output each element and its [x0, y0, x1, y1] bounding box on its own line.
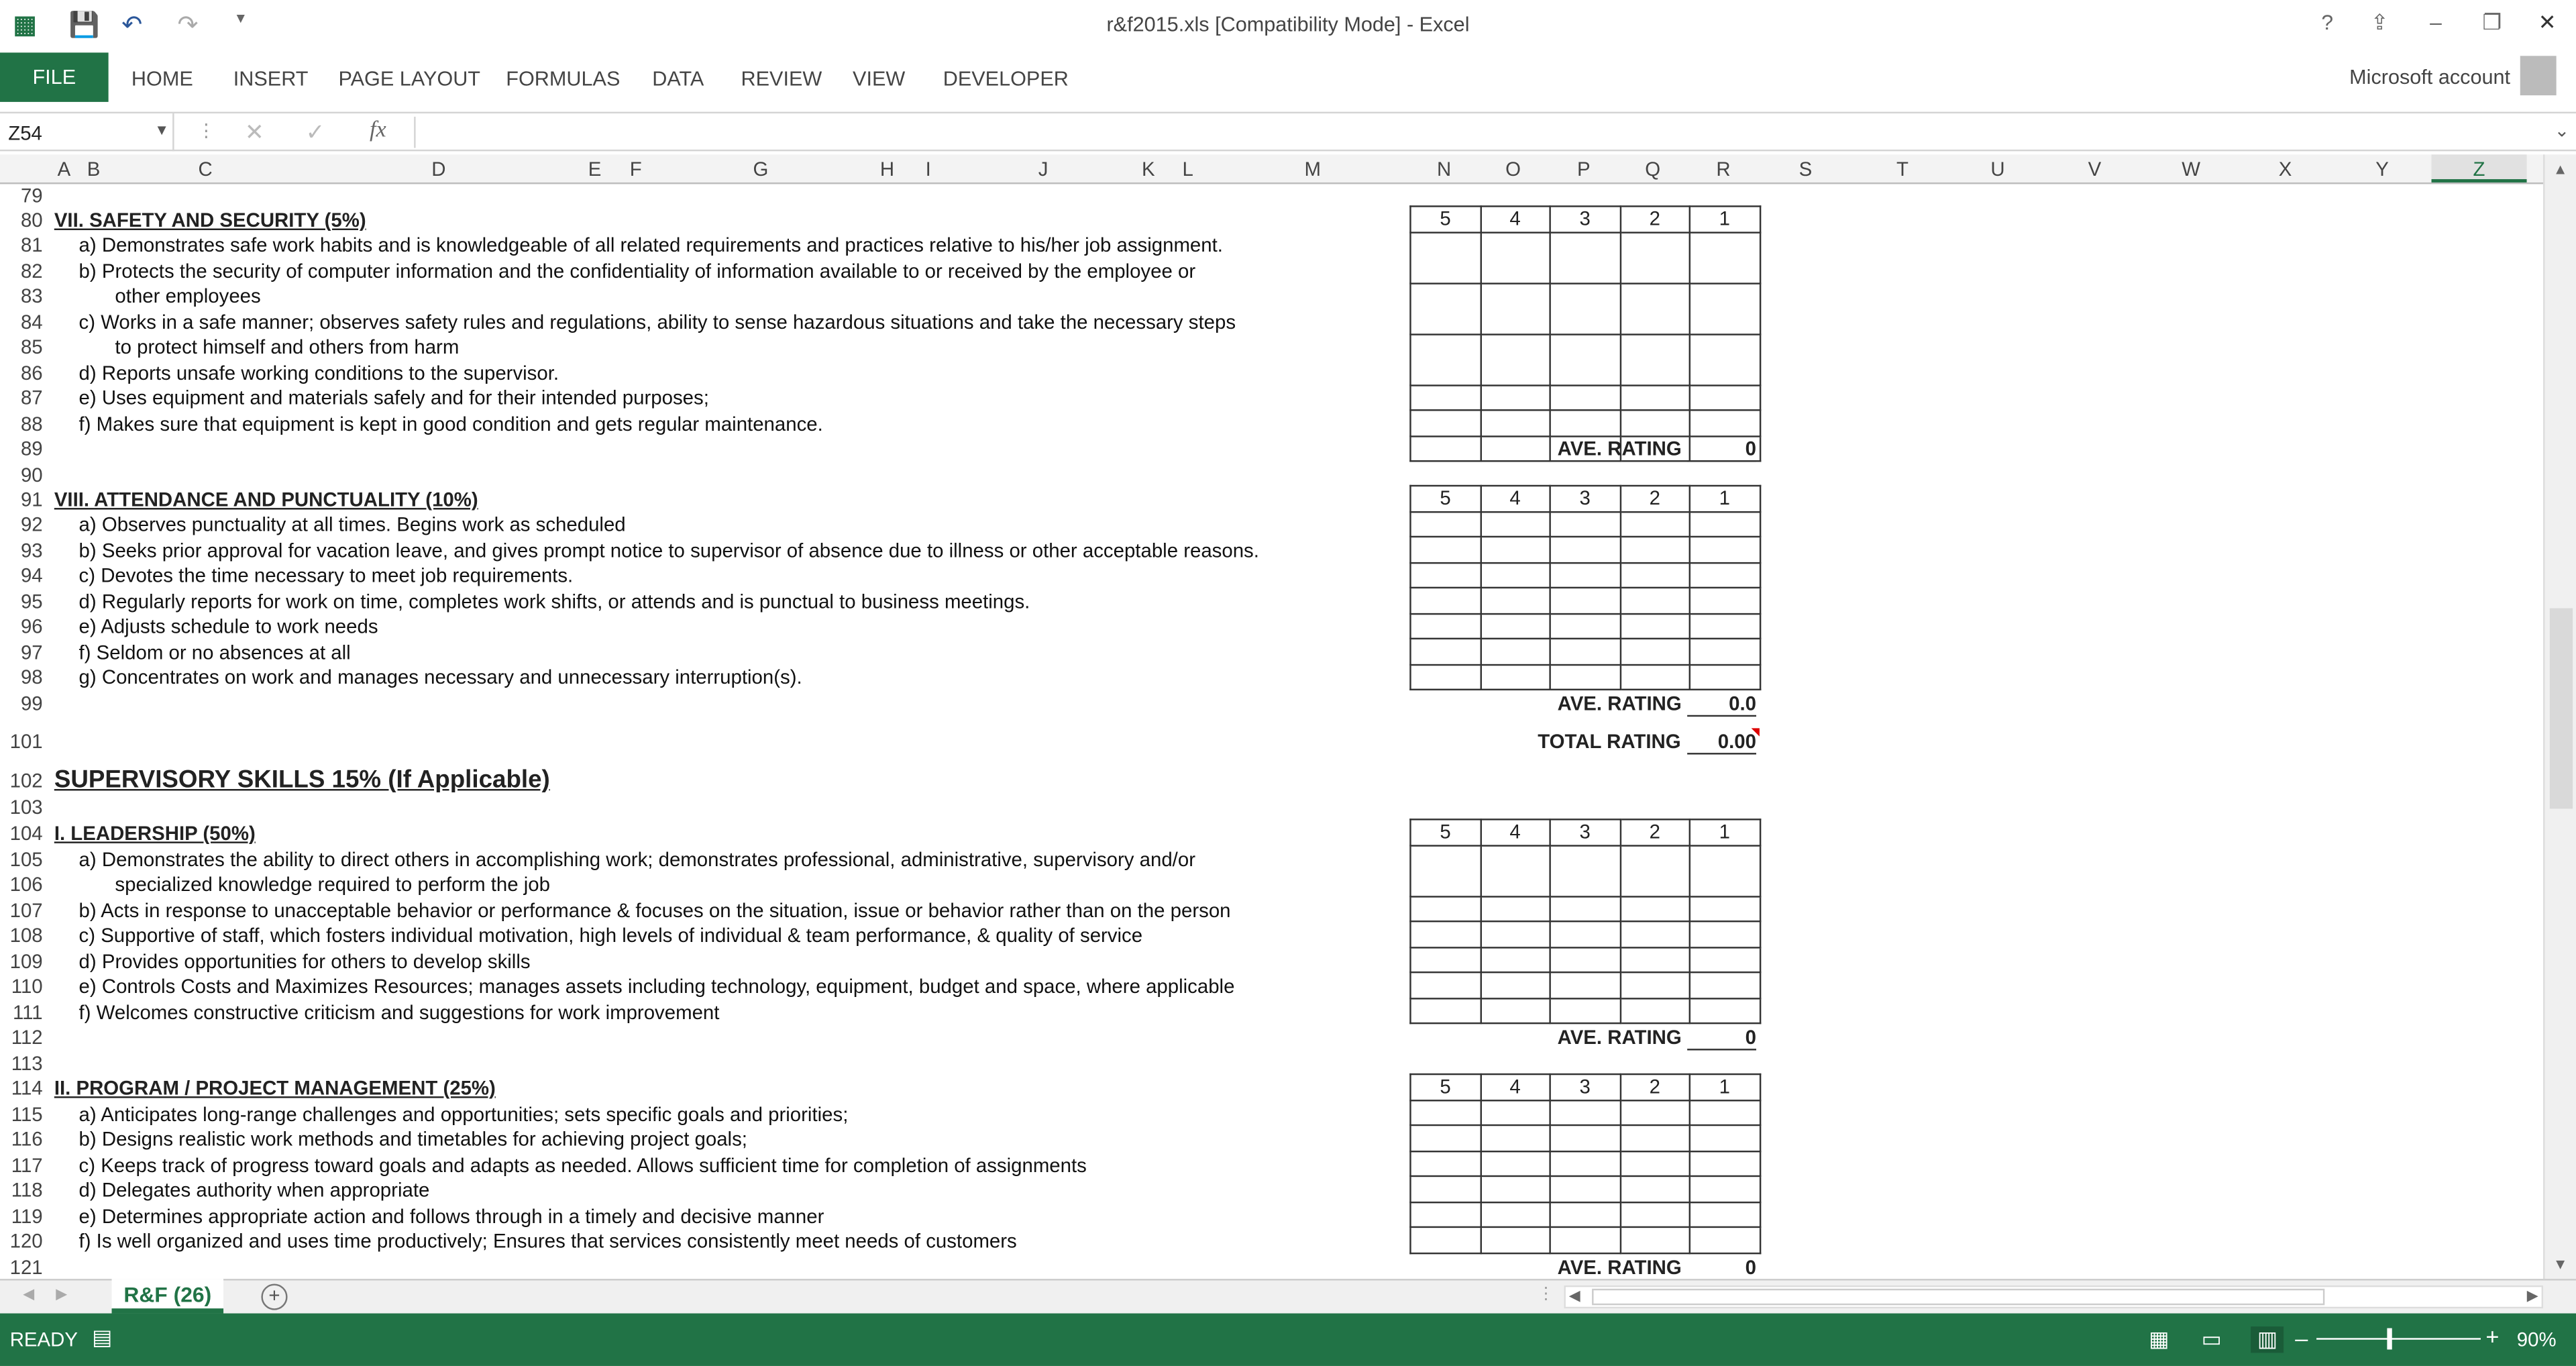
name-box[interactable]: Z54 — [0, 113, 174, 151]
criteria-line: g) Concentrates on work and manages necessary and unnecessary interruption(s). — [78, 666, 802, 689]
scale-header: 1 — [1690, 819, 1760, 845]
tab-home[interactable]: HOME — [131, 67, 193, 91]
name-box-dropdown-icon[interactable]: ▼ — [154, 121, 170, 138]
scale-header: 1 — [1690, 1074, 1760, 1100]
vertical-scrollbar[interactable] — [2543, 154, 2576, 1279]
criteria-line: d) Regularly reports for work on time, completes work shifts, or attends and is punctual to business meetings. — [78, 590, 1030, 613]
col-header-t[interactable]: T — [1896, 158, 1909, 181]
col-header-g[interactable]: G — [753, 158, 769, 181]
rating-grid[interactable] — [1409, 485, 1760, 690]
row-header[interactable]: 86 — [20, 362, 43, 385]
avatar[interactable] — [2520, 56, 2557, 95]
tab-insert[interactable]: INSERT — [233, 67, 309, 91]
ave-rating-value[interactable]: 0 — [1687, 1026, 1756, 1051]
row-header[interactable]: 93 — [20, 539, 43, 562]
ribbon-display-icon[interactable]: ⇪ — [2370, 9, 2389, 35]
row-header[interactable]: 96 — [20, 615, 43, 638]
expand-formula-bar-icon[interactable]: ⌄ — [2554, 121, 2570, 142]
criteria-line: f) Seldom or no absences at all — [78, 641, 351, 664]
zoom-out-button[interactable]: – — [2295, 1324, 2308, 1351]
tab-split-grip-icon[interactable]: ⋮ — [1538, 1285, 1554, 1304]
criteria-line: c) Supportive of staff, which fosters individual motivation, high levels of individual & team performance, & quality of service — [78, 923, 1143, 947]
col-header-x[interactable]: X — [2278, 158, 2292, 181]
scroll-down-icon[interactable]: ▼ — [2553, 1255, 2568, 1273]
ave-rating-label: AVE. RATING — [1557, 1255, 1682, 1279]
row-header[interactable]: 89 — [20, 437, 43, 460]
criteria-line: to protect himself and others from harm — [115, 335, 460, 359]
section-title: II. PROGRAM / PROJECT MANAGEMENT (25%) — [54, 1076, 496, 1100]
horizontal-scrollbar[interactable] — [1564, 1285, 2543, 1308]
scale-header: 3 — [1550, 1074, 1620, 1100]
normal-view-icon[interactable]: ▦ — [2149, 1326, 2169, 1351]
row-header[interactable]: 108 — [9, 923, 43, 947]
horizontal-scroll-thumb[interactable] — [1592, 1289, 2324, 1306]
ave-rating-label: AVE. RATING — [1557, 437, 1682, 460]
ave-rating-value[interactable]: 0.0 — [1687, 692, 1756, 717]
row-header[interactable]: 107 — [9, 899, 43, 923]
row-header[interactable]: 85 — [20, 335, 43, 359]
tab-file[interactable]: FILE — [0, 52, 109, 102]
ave-rating-value[interactable]: 0 — [1745, 1255, 1756, 1279]
row-header[interactable]: 99 — [20, 692, 43, 715]
section-title: I. LEADERSHIP (50%) — [54, 822, 256, 845]
total-rating-label: TOTAL RATING — [1538, 729, 1681, 753]
row-header[interactable]: 118 — [11, 1178, 43, 1202]
section-title: VII. SAFETY AND SECURITY (5%) — [54, 209, 366, 232]
help-button[interactable]: ? — [2321, 9, 2334, 35]
add-sheet-icon[interactable]: + — [261, 1283, 287, 1310]
scale-header: 4 — [1481, 206, 1550, 231]
confirm-entry-button[interactable]: ✓ — [305, 118, 325, 145]
scale-header: 2 — [1620, 819, 1690, 845]
account-menu[interactable]: Microsoft account — [2349, 66, 2511, 89]
col-header-a[interactable]: A — [57, 158, 71, 181]
criteria-line: a) Observes punctuality at all times. Begins work as scheduled — [78, 513, 626, 536]
row-header[interactable]: 109 — [9, 950, 43, 974]
criteria-line: a) Demonstrates the ability to direct others in accomplishing work; demonstrates professional, administrative, supervisory and/or — [78, 848, 1195, 872]
row-header[interactable]: 112 — [11, 1025, 43, 1049]
ave-rating-label: AVE. RATING — [1557, 692, 1682, 715]
criteria-line: a) Demonstrates safe work habits and is knowledgeable of all related requirements and practices relative to his/her job assignment. — [78, 233, 1223, 257]
vertical-scroll-thumb[interactable] — [2550, 609, 2573, 809]
section-title: VIII. ATTENDANCE AND PUNCTUALITY (10%) — [54, 488, 478, 511]
sheet-tabs-bar — [0, 1279, 2576, 1313]
criteria-line: a) Anticipates long-range challenges and opportunities; sets specific goals and priorities; — [78, 1102, 849, 1126]
scale-header: 5 — [1410, 819, 1480, 845]
scale-header: 5 — [1410, 486, 1480, 511]
row-header[interactable]: 82 — [20, 260, 43, 283]
col-header-p[interactable]: P — [1577, 158, 1591, 181]
col-header-n[interactable]: N — [1437, 158, 1452, 181]
criteria-line: e) Adjusts schedule to work needs — [78, 615, 378, 638]
scale-header: 2 — [1620, 206, 1690, 231]
total-rating-value[interactable]: 0.00 — [1687, 730, 1756, 755]
row-header[interactable]: 97 — [20, 641, 43, 664]
cancel-entry-button[interactable]: ✕ — [244, 118, 264, 145]
row-header[interactable]: 121 — [9, 1255, 43, 1279]
col-header-c[interactable]: C — [198, 158, 213, 181]
row-header[interactable]: 90 — [20, 463, 43, 487]
criteria-line: b) Seeks prior approval for vacation leave, and gives prompt notice to supervisor of absence due to illness or other acceptable reasons. — [78, 539, 1259, 562]
row-header[interactable]: 103 — [9, 795, 43, 819]
tab-view[interactable]: VIEW — [853, 67, 906, 91]
scale-header: 4 — [1481, 819, 1550, 845]
col-header-j[interactable]: J — [1038, 158, 1049, 181]
row-header[interactable]: 80 — [20, 209, 43, 232]
zoom-slider[interactable] — [2316, 1338, 2481, 1339]
criteria-line: b) Designs realistic work methods and timetables for achieving project goals; — [78, 1127, 747, 1151]
scale-header: 3 — [1550, 206, 1620, 231]
criteria-line: f) Welcomes constructive criticism and suggestions for work improvement — [78, 1001, 720, 1024]
row-header[interactable]: 92 — [20, 513, 43, 536]
col-header-w[interactable]: W — [2182, 158, 2201, 181]
rating-grid[interactable] — [1409, 205, 1760, 462]
sheet-tab[interactable]: R&F (26) — [112, 1279, 224, 1313]
criteria-line: c) Works in a safe manner; observes safety rules and regulations, ability to sense hazardous situations and take the necessary steps — [78, 311, 1236, 334]
col-header-m[interactable]: M — [1304, 158, 1321, 181]
col-header-k[interactable]: K — [1142, 158, 1155, 181]
criteria-line: b) Acts in response to unacceptable behavior or performance & focuses on the situation, issue or behavior rather than on the person — [78, 899, 1231, 923]
worksheet-grid[interactable] — [49, 184, 2543, 1279]
row-header[interactable]: 110 — [11, 974, 43, 998]
scale-header: 3 — [1550, 819, 1620, 845]
zoom-in-button[interactable]: + — [2485, 1323, 2500, 1350]
row-headers — [0, 184, 49, 1279]
page-layout-view-icon[interactable]: ▭ — [2201, 1326, 2222, 1351]
col-header-r[interactable]: R — [1716, 158, 1731, 181]
col-header-o[interactable]: O — [1505, 158, 1521, 181]
criteria-line: c) Devotes the time necessary to meet job requirements. — [78, 564, 574, 587]
scroll-right-icon[interactable]: ▶ — [2526, 1287, 2538, 1304]
col-header-v[interactable]: V — [2088, 158, 2102, 181]
row-header[interactable]: 87 — [20, 386, 43, 410]
col-header-b[interactable]: B — [87, 158, 101, 181]
redo-icon[interactable]: ↷ — [177, 11, 199, 40]
row-header[interactable]: 98 — [20, 666, 43, 689]
excel-logo-icon: ▦ — [13, 11, 37, 40]
criteria-line: d) Provides opportunities for others to develop skills — [78, 950, 531, 974]
scale-header: 1 — [1690, 206, 1760, 231]
criteria-line: e) Uses equipment and materials safely and for their intended purposes; — [78, 386, 709, 410]
rating-grid[interactable] — [1409, 819, 1760, 1024]
column-headers — [0, 154, 2543, 184]
row-header[interactable]: 101 — [9, 729, 43, 753]
scale-header: 5 — [1410, 206, 1480, 231]
col-header-d[interactable]: D — [431, 158, 446, 181]
criteria-line: f) Makes sure that equipment is kept in good condition and gets regular maintenance. — [78, 412, 823, 436]
scale-header: 4 — [1481, 486, 1550, 511]
formula-input[interactable] — [414, 117, 2543, 148]
tab-developer[interactable]: DEVELOPER — [943, 67, 1069, 91]
row-header[interactable]: 106 — [9, 872, 43, 896]
save-icon[interactable]: 💾 — [68, 11, 100, 40]
criteria-line: other employees — [115, 284, 261, 308]
ave-rating-label: AVE. RATING — [1557, 1025, 1682, 1049]
row-header[interactable]: 94 — [20, 564, 43, 587]
row-header[interactable]: 114 — [11, 1076, 43, 1100]
col-header-z[interactable]: Z — [2432, 154, 2527, 182]
scroll-left-icon[interactable]: ◀ — [1568, 1287, 1580, 1304]
col-header-y[interactable]: Y — [2375, 158, 2389, 181]
row-header[interactable]: 119 — [11, 1204, 43, 1228]
row-header[interactable]: 88 — [20, 412, 43, 436]
criteria-line: f) Is well organized and uses time productively; Ensures that services consistently meet needs of customers — [78, 1229, 1017, 1253]
ribbon-tabs — [0, 52, 2576, 105]
criteria-line: specialized knowledge required to perform the job — [115, 872, 550, 896]
row-header[interactable]: 105 — [9, 848, 43, 872]
scale-header: 5 — [1410, 1074, 1480, 1100]
scale-header: 1 — [1690, 486, 1760, 511]
insert-function-button[interactable]: fx — [370, 118, 386, 144]
scale-header: 4 — [1481, 1074, 1550, 1100]
row-header[interactable]: 113 — [11, 1052, 43, 1075]
scroll-up-icon[interactable]: ▲ — [2553, 161, 2568, 178]
row-header[interactable]: 81 — [20, 233, 43, 257]
zoom-slider-handle[interactable] — [2387, 1328, 2392, 1350]
supervisory-title: SUPERVISORY SKILLS 15% (If Applicable) — [54, 766, 550, 794]
row-header[interactable]: 102 — [9, 769, 43, 792]
criteria-line: e) Determines appropriate action and follows through in a timely and decisive manner — [78, 1204, 824, 1228]
col-header-i[interactable]: I — [925, 158, 931, 181]
criteria-line: d) Reports unsafe working conditions to the supervisor. — [78, 362, 559, 385]
prev-sheet-icon[interactable]: ◀ — [23, 1285, 35, 1302]
tab-data[interactable]: DATA — [652, 67, 704, 91]
criteria-line: e) Controls Costs and Maximizes Resources; manages assets including technology, equipment, budget and space, where applicable — [78, 974, 1235, 998]
row-header[interactable]: 95 — [20, 590, 43, 613]
criteria-line: b) Protects the security of computer information and the confidentiality of information available to or received by the employee or — [78, 260, 1196, 283]
row-header[interactable]: 104 — [9, 822, 43, 845]
restore-button[interactable]: ❐ — [2482, 9, 2502, 35]
col-header-e[interactable]: E — [588, 158, 602, 181]
col-header-q[interactable]: Q — [1645, 158, 1661, 181]
window-title: r&f2015.xls [Compatibility Mode] - Excel — [1106, 13, 1470, 36]
tab-review[interactable]: REVIEW — [741, 67, 822, 91]
tab-page-layout[interactable]: PAGE LAYOUT — [338, 67, 481, 91]
status-bar — [0, 1314, 2576, 1366]
scale-header: 2 — [1620, 486, 1690, 511]
formula-bar-grip-icon: ⋮ — [197, 121, 215, 142]
next-sheet-icon[interactable]: ▶ — [56, 1285, 68, 1302]
col-header-h[interactable]: H — [879, 158, 895, 181]
ready-status: READY — [9, 1328, 78, 1351]
title-bar — [0, 0, 2576, 52]
macro-record-icon[interactable]: ▤ — [92, 1324, 113, 1350]
criteria-line: c) Keeps track of progress toward goals and adapts as needed. Allows sufficient time for completion of assignments — [78, 1153, 1087, 1177]
ave-rating-value[interactable]: 0 — [1687, 437, 1756, 462]
close-button[interactable]: ✕ — [2538, 9, 2557, 35]
row-header[interactable]: 83 — [20, 284, 43, 308]
col-header-f[interactable]: F — [629, 158, 642, 181]
zoom-level[interactable]: 90% — [2516, 1328, 2557, 1351]
customize-qa-icon[interactable]: ▾ — [236, 9, 245, 28]
undo-icon[interactable]: ↶ — [121, 11, 143, 40]
row-header[interactable]: 91 — [20, 488, 43, 511]
col-header-l[interactable]: L — [1182, 158, 1193, 181]
scale-header: 2 — [1620, 1074, 1690, 1100]
comment-indicator — [1752, 728, 1760, 736]
col-header-u[interactable]: U — [1990, 158, 2005, 181]
row-header[interactable]: 116 — [11, 1127, 43, 1151]
row-header[interactable]: 117 — [11, 1153, 43, 1177]
minimize-button[interactable]: – — [2430, 9, 2442, 35]
row-header[interactable]: 79 — [20, 184, 43, 207]
row-header[interactable]: 115 — [11, 1102, 43, 1126]
row-header[interactable]: 84 — [20, 311, 43, 334]
formula-bar — [0, 112, 2576, 152]
row-header[interactable]: 120 — [9, 1229, 43, 1253]
page-break-view-icon[interactable]: ▥ — [2251, 1326, 2284, 1353]
row-header[interactable]: 111 — [12, 1001, 43, 1024]
rating-grid[interactable] — [1409, 1073, 1760, 1253]
criteria-line: d) Delegates authority when appropriate — [78, 1178, 430, 1202]
col-header-s[interactable]: S — [1799, 158, 1813, 181]
scale-header: 3 — [1550, 486, 1620, 511]
tab-formulas[interactable]: FORMULAS — [506, 67, 621, 91]
